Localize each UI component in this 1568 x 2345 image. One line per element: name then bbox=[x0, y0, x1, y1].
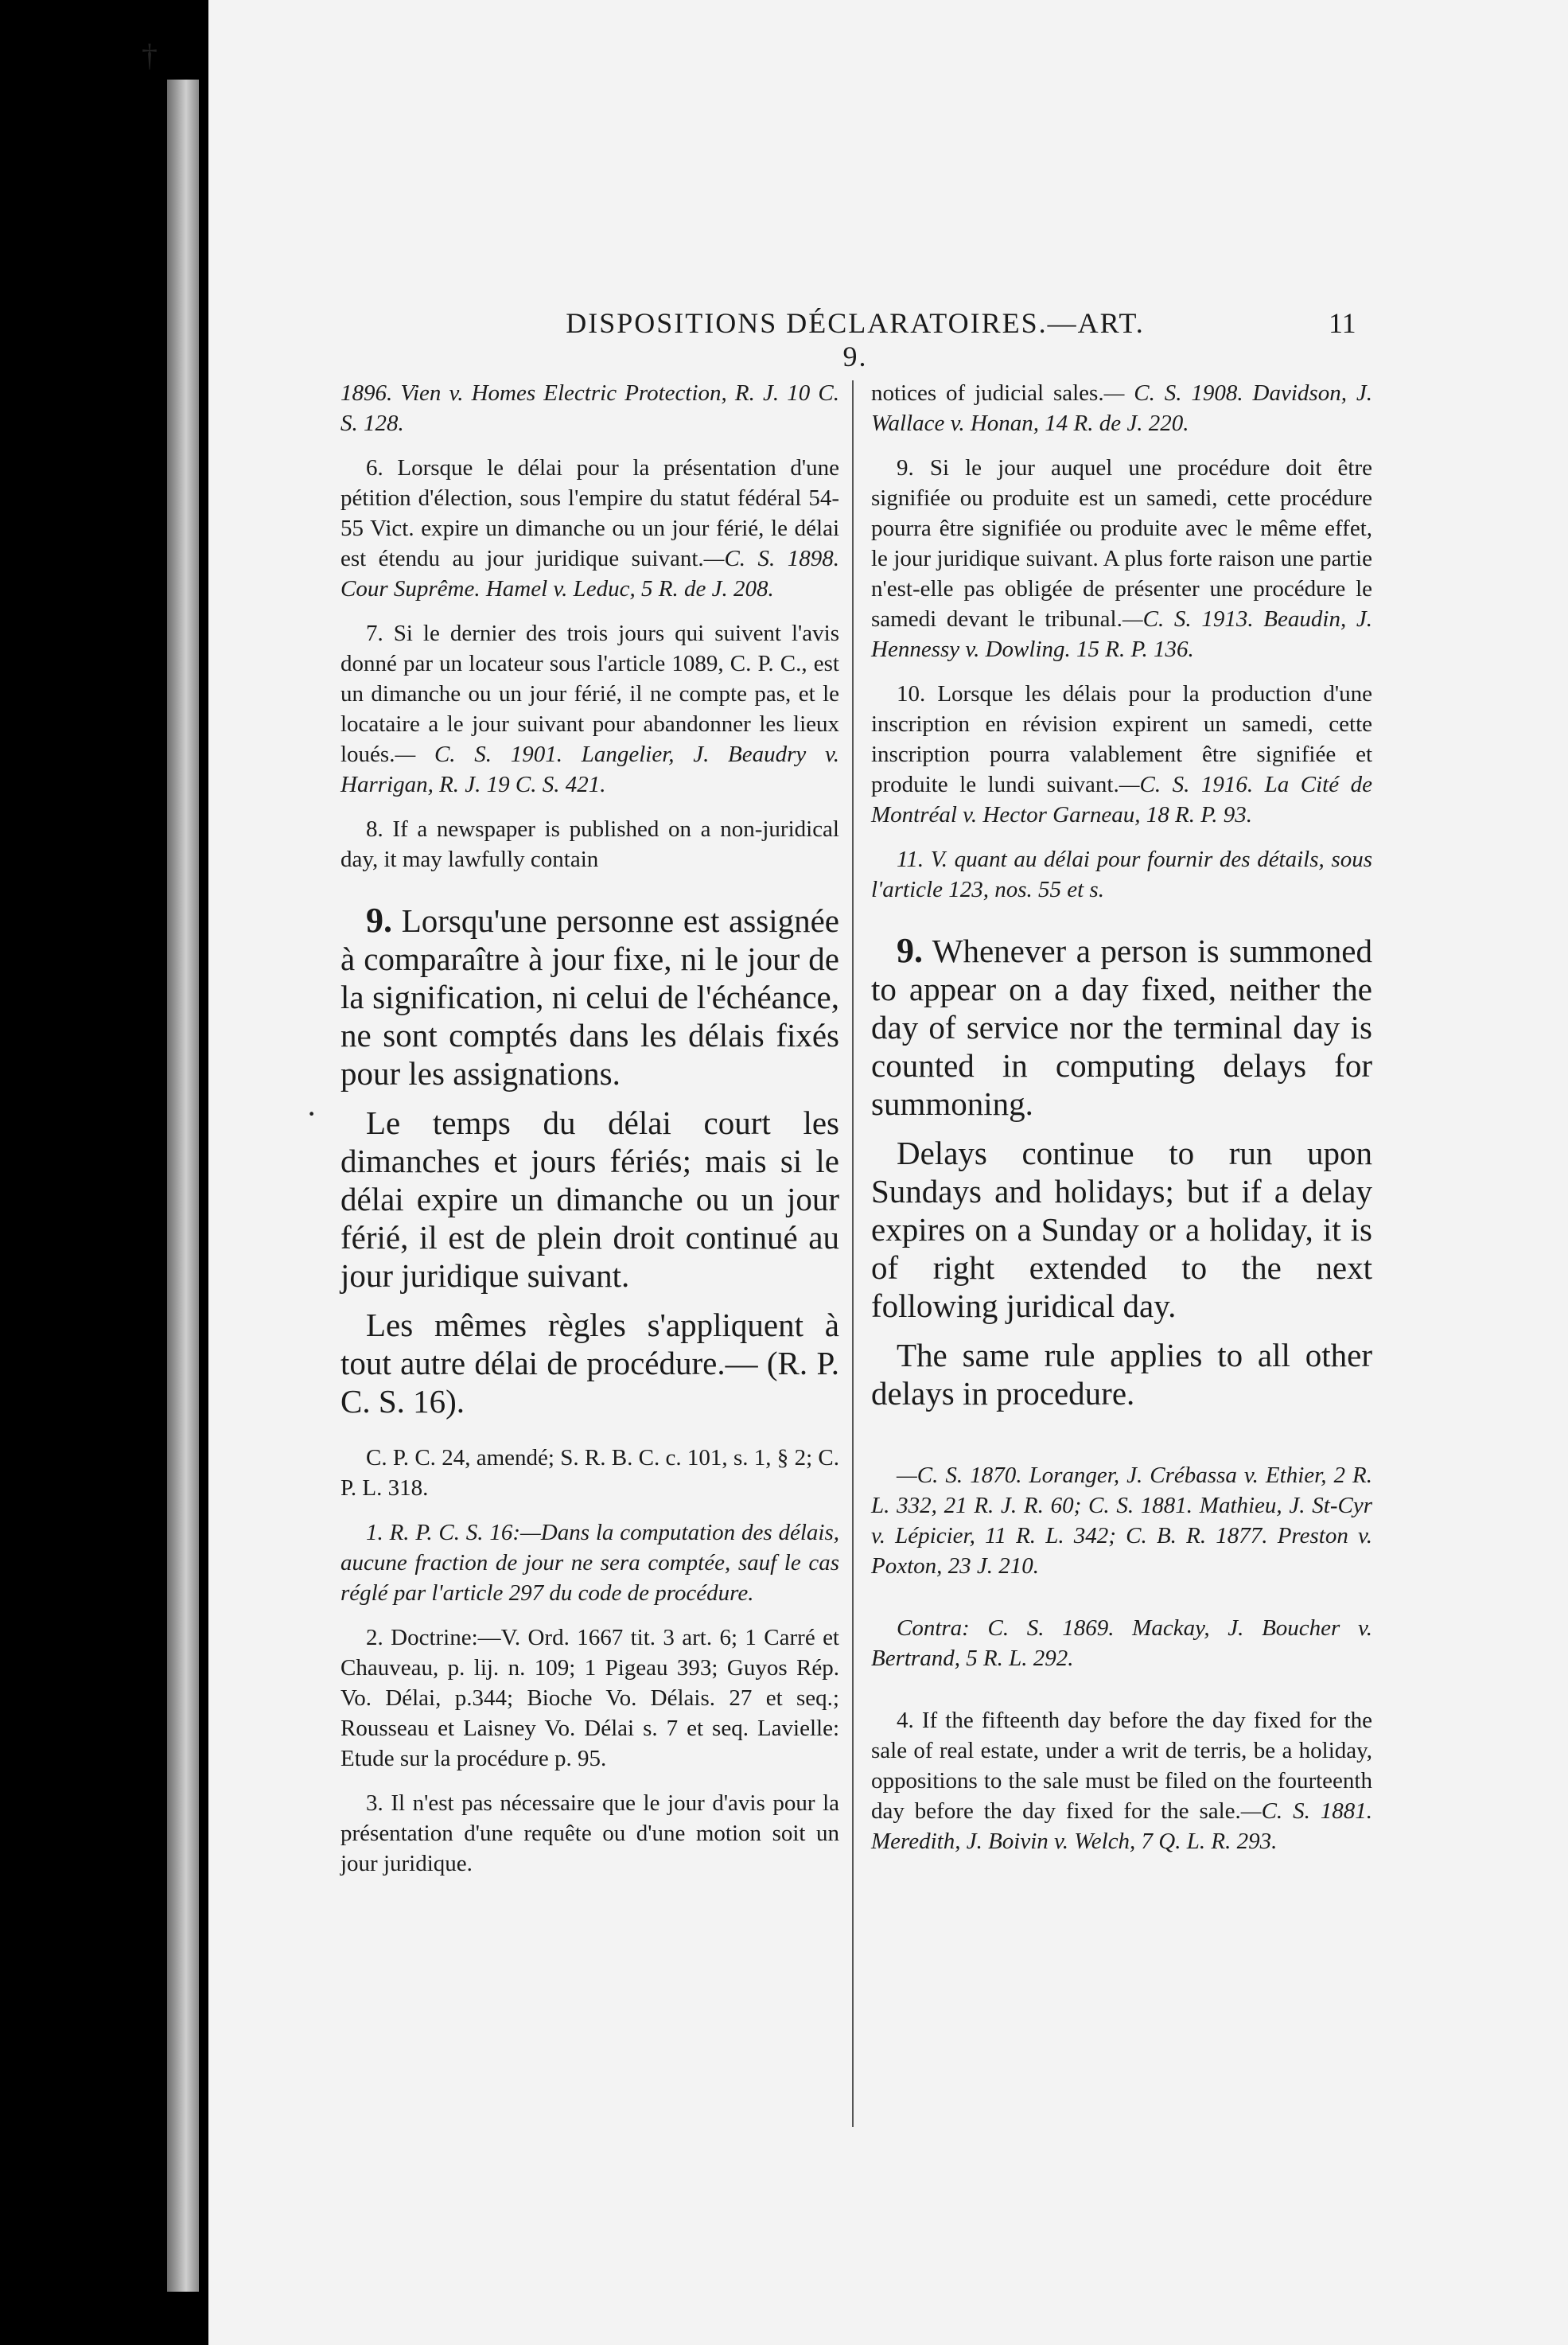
right-bottom-note-0: —C. S. 1870. Loranger, J. Crébassa v. Ethier, 2 R. L. 332, 21 R. J. R. 60; C. S. 1881. Mathieu, J. St-Cyr v. Lépicier, 11 R. L. 342; C. B. R. 1877. Preston v. Poxton, 23 J. 210. bbox=[871, 1463, 1372, 1579]
left-bottom-note-3: 3. Il n'est pas nécessaire que le jour d'avis pour la présentation d'une requête ou d'une motion soit un jour juridique. bbox=[340, 1790, 839, 1876]
article-fr-para-0: 9. Lorsqu'une personne est assignée à comparaître à jour fixe, ni le jour de la signification, ni celui de l'échéance, ne sont comptés dans les délais fixés pour les assignations. bbox=[340, 901, 839, 1092]
article-en-para-0: 9. Whenever a person is summoned to appear on a day fixed, neither the day of service nor the terminal day is counted in computing delays for summoning. bbox=[871, 931, 1372, 1122]
page-number: 11 bbox=[1329, 307, 1356, 339]
article-fr-para-2: Les mêmes règles s'appliquent à tout autre délai de procédure.— (R. P. C. S. 16). bbox=[340, 1307, 839, 1420]
article-fr-para-1: Le temps du délai court les dimanches et jours fériés; mais si le délai expire un dimanche ou un jour férié, il est de plein droit continué au jour juridique suivant. bbox=[340, 1104, 839, 1294]
left-top-note-2: 7. Si le dernier des trois jours qui suivent l'avis donné par un locateur sous l'article 1089, C. P. C., est un dimanche ou un jour férié, il ne compte pas, et le locataire a le jour suivant pour abandonner les lieux loués.— C. S. 1901. Langelier, J. Beaudry v. Harrigan, R. J. 19 C. S. 421. bbox=[340, 621, 839, 797]
article-en-para-1: Delays continue to run upon Sundays and holidays; but if a delay expires on a Sunday or a holiday, it is of right extended to the next following juridical day. bbox=[871, 1135, 1372, 1324]
article-number-en: 9. bbox=[897, 931, 923, 970]
right-bottom-note-2: 4. If the fifteenth day before the day fixed for the sale of real estate, under a writ de terris, be a holiday, oppositions to the sale must be filed on the fourteenth day before the day fixed for the sale.—C. S. 1881. Meredith, J. Boivin v. Welch, 7 Q. L. R. 293. bbox=[871, 1708, 1372, 1854]
right-bottom-note-1: Contra: C. S. 1869. Mackay, J. Boucher v. Bertrand, 5 R. L. 292. bbox=[871, 1615, 1372, 1671]
article-number-fr: 9. bbox=[366, 901, 392, 940]
left-top-note-0: 1896. Vien v. Homes Electric Protection, R. J. 10 C. S. 128. bbox=[340, 380, 839, 436]
left-column bbox=[340, 378, 839, 1893]
running-title: DISPOSITIONS DÉCLARATOIRES.—ART. 9. bbox=[566, 307, 1145, 372]
left-top-note-3: 8. If a newspaper is published on a non-juridical day, it may lawfully contain bbox=[340, 816, 839, 872]
left-bottom-note-1: 1. R. P. C. S. 16:—Dans la computation des délais, aucune fraction de jour ne sera comptée, sauf le cas réglé par l'article 297 du code de procédure. bbox=[340, 1520, 839, 1606]
right-top-note-1: 9. Si le jour auquel une procédure doit être signifiée ou produite est un samedi, cette procédure pourra être signifiée ou produite avec le même effet, le jour juridique suivant. A plus forte raison une partie n'est-elle pas obligée de présenter une procédure le samedi devant le tribunal.—C. S. 1913. Beaudin, J. Hennessy v. Dowling. 15 R. P. 136. bbox=[871, 455, 1372, 662]
margin-mark-top: † bbox=[142, 37, 158, 73]
right-top-note-0: notices of judicial sales.— C. S. 1908. Davidson, J. Wallace v. Honan, 14 R. de J. 220. bbox=[871, 380, 1372, 436]
margin-mark-middle: · bbox=[306, 1096, 317, 1132]
right-column bbox=[871, 378, 1372, 1871]
left-top-note-1: 6. Lorsque le délai pour la présentation d'une pétition d'élection, sous l'empire du statut fédéral 54-55 Vict. expire un dimanche ou un jour férié, le délai est étendu au jour juridique suivant.—C. S. 1898. Cour Suprême. Hamel v. Leduc, 5 R. de J. 208. bbox=[340, 455, 839, 602]
right-top-note-2: 10. Lorsque les délais pour la production d'une inscription en révision expirent un samedi, cette inscription pourra valablement être signifiée et produite le lundi suivant.—C. S. 1916. La Cité de Montréal v. Hector Garneau, 18 R. P. 93. bbox=[871, 681, 1372, 828]
right-top-note-3: 11. V. quant au délai pour fournir des détails, sous l'article 123, nos. 55 et s. bbox=[871, 847, 1372, 902]
left-bottom-note-0: C. P. C. 24, amendé; S. R. B. C. c. 101, s. 1, § 2; C. P. L. 318. bbox=[340, 1445, 839, 1501]
left-bottom-note-2: 2. Doctrine:—V. Ord. 1667 tit. 3 art. 6; 1 Carré et Chauveau, p. lij. n. 109; 1 Pigeau 393; Guyos Rép. Vo. Délai, p.344; Bioche Vo. Délais. 27 et seq.; Rousseau et Laisney Vo. Délai s. 7 et seq. Lavielle: Etude sur la procédure p. 95. bbox=[340, 1625, 839, 1771]
article-en-para-2: The same rule applies to all other delays in procedure. bbox=[871, 1337, 1372, 1412]
column-divider bbox=[852, 380, 854, 2127]
binding-strip bbox=[167, 80, 199, 2292]
